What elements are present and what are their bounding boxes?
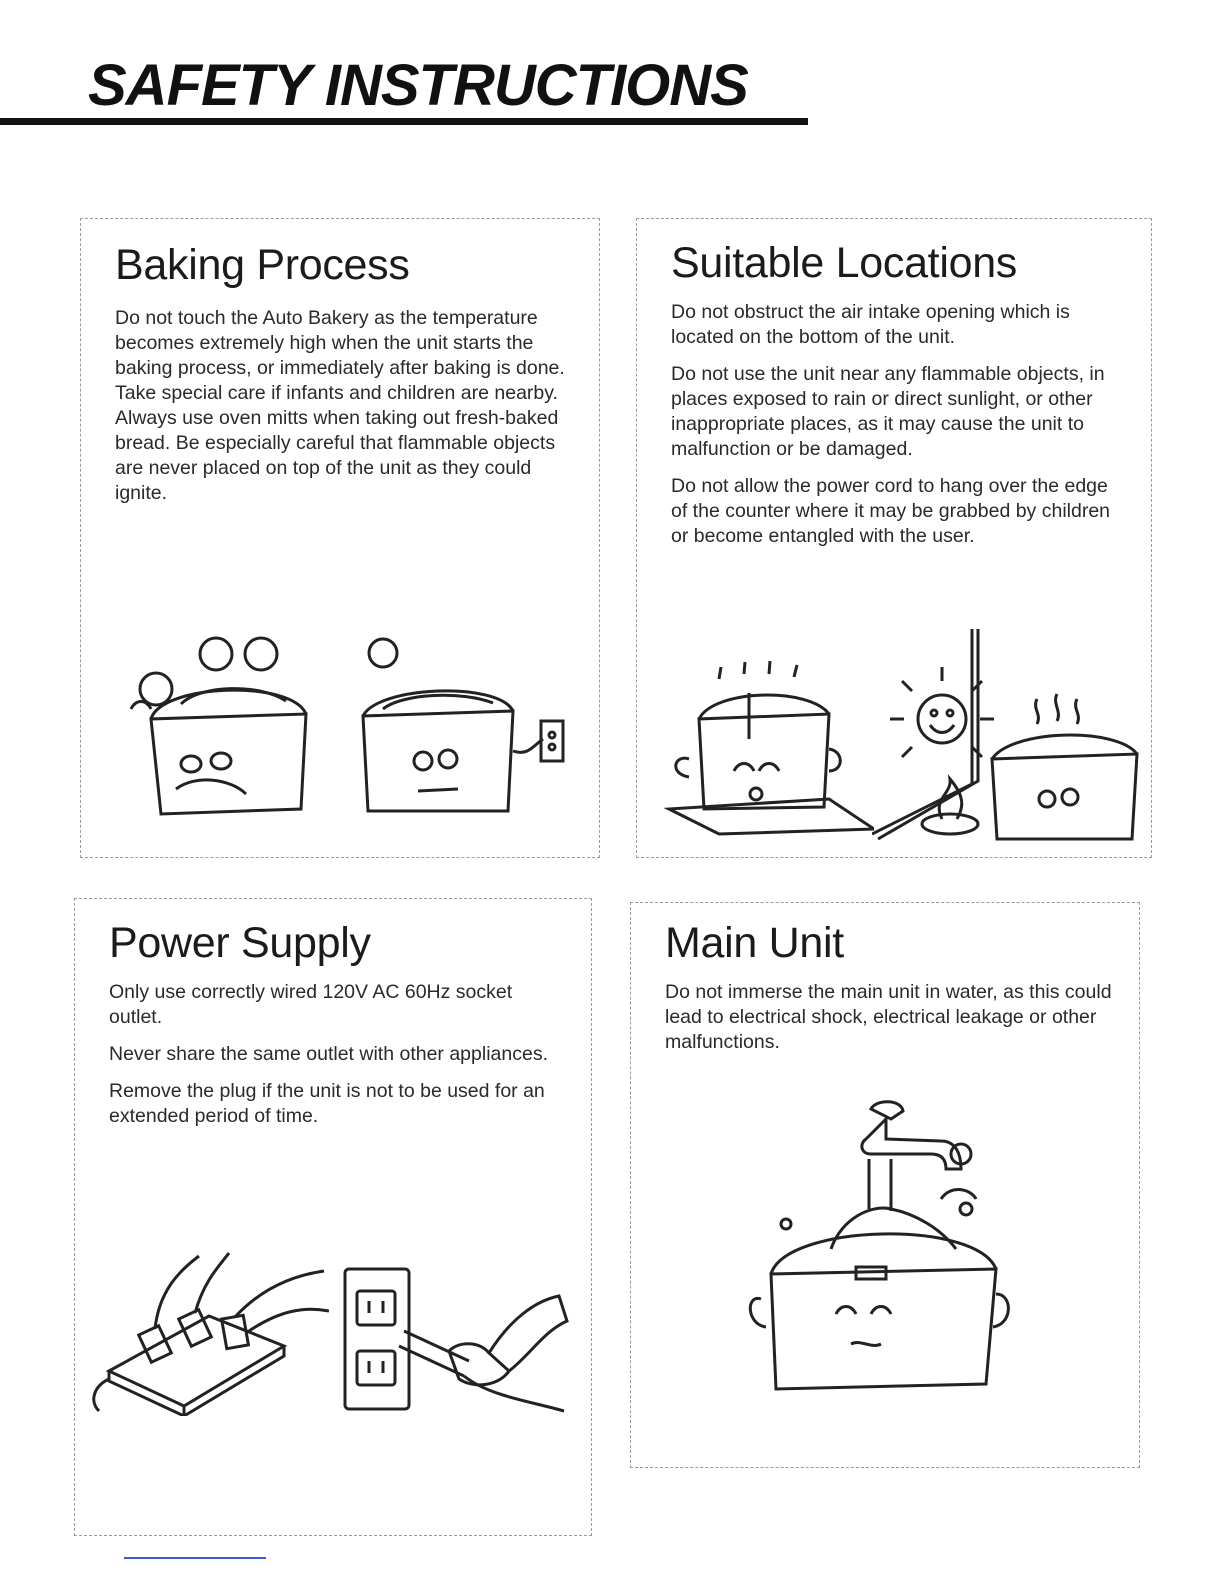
section-main-unit: [630, 902, 1140, 1468]
section-paragraph: Remove the plug if the unit is not to be used for an extended period of time.: [109, 1080, 545, 1127]
section-paragraph: Never share the same outlet with other appliances.: [109, 1043, 548, 1065]
section-paragraph: Do not touch the Auto Bakery as the temperature becomes extremely high when the unit starts the baking process, or immediately after baking is done. Take special care if infants and children are nearby. Always use oven mitts when taking out fresh-baked bread. Be especially careful that flammable objects are never placed on top of the unit as they could ignite.: [115, 307, 565, 504]
hand-unplugging-cord-icon: [339, 1261, 569, 1421]
section-title: Main Unit: [665, 919, 844, 967]
overloaded-power-strip-icon: [89, 1251, 329, 1416]
section-paragraph: Do not immerse the main unit in water, as this could lead to electrical shock, electrical leakage or other malfunctions.: [665, 981, 1112, 1053]
page-title: SAFETY INSTRUCTIONS: [88, 53, 748, 118]
section-paragraph: Do not obstruct the air intake opening which is located on the bottom of the unit.: [671, 301, 1070, 348]
section-power-supply: [74, 898, 592, 1536]
title-rule: [0, 118, 808, 125]
bread-maker-with-plug-icon: [343, 631, 573, 831]
section-baking-process: [80, 218, 600, 858]
section-paragraph: Only use correctly wired 120V AC 60Hz socket outlet.: [109, 981, 513, 1028]
section-suitable-locations: [636, 218, 1152, 858]
bread-maker-on-cloth-icon: [659, 659, 874, 844]
footer-line: [124, 1557, 266, 1559]
section-paragraph: Do not use the unit near any flammable objects, in places exposed to rain or direct sunlight, or other inappropriate places, as it may cause the unit to malfunction or be damaged.: [671, 363, 1105, 460]
section-title: Power Supply: [109, 919, 371, 967]
bread-maker-under-faucet-icon: [741, 1099, 1026, 1409]
section-paragraph: Do not allow the power cord to hang over the edge of the counter where it may be grabbed by children or become entangled with the user.: [671, 475, 1111, 547]
sun-and-flame-icon: [872, 629, 1147, 854]
section-title: Suitable Locations: [671, 239, 1018, 287]
section-title: Baking Process: [115, 241, 410, 289]
hot-bread-maker-icon: [121, 629, 321, 829]
